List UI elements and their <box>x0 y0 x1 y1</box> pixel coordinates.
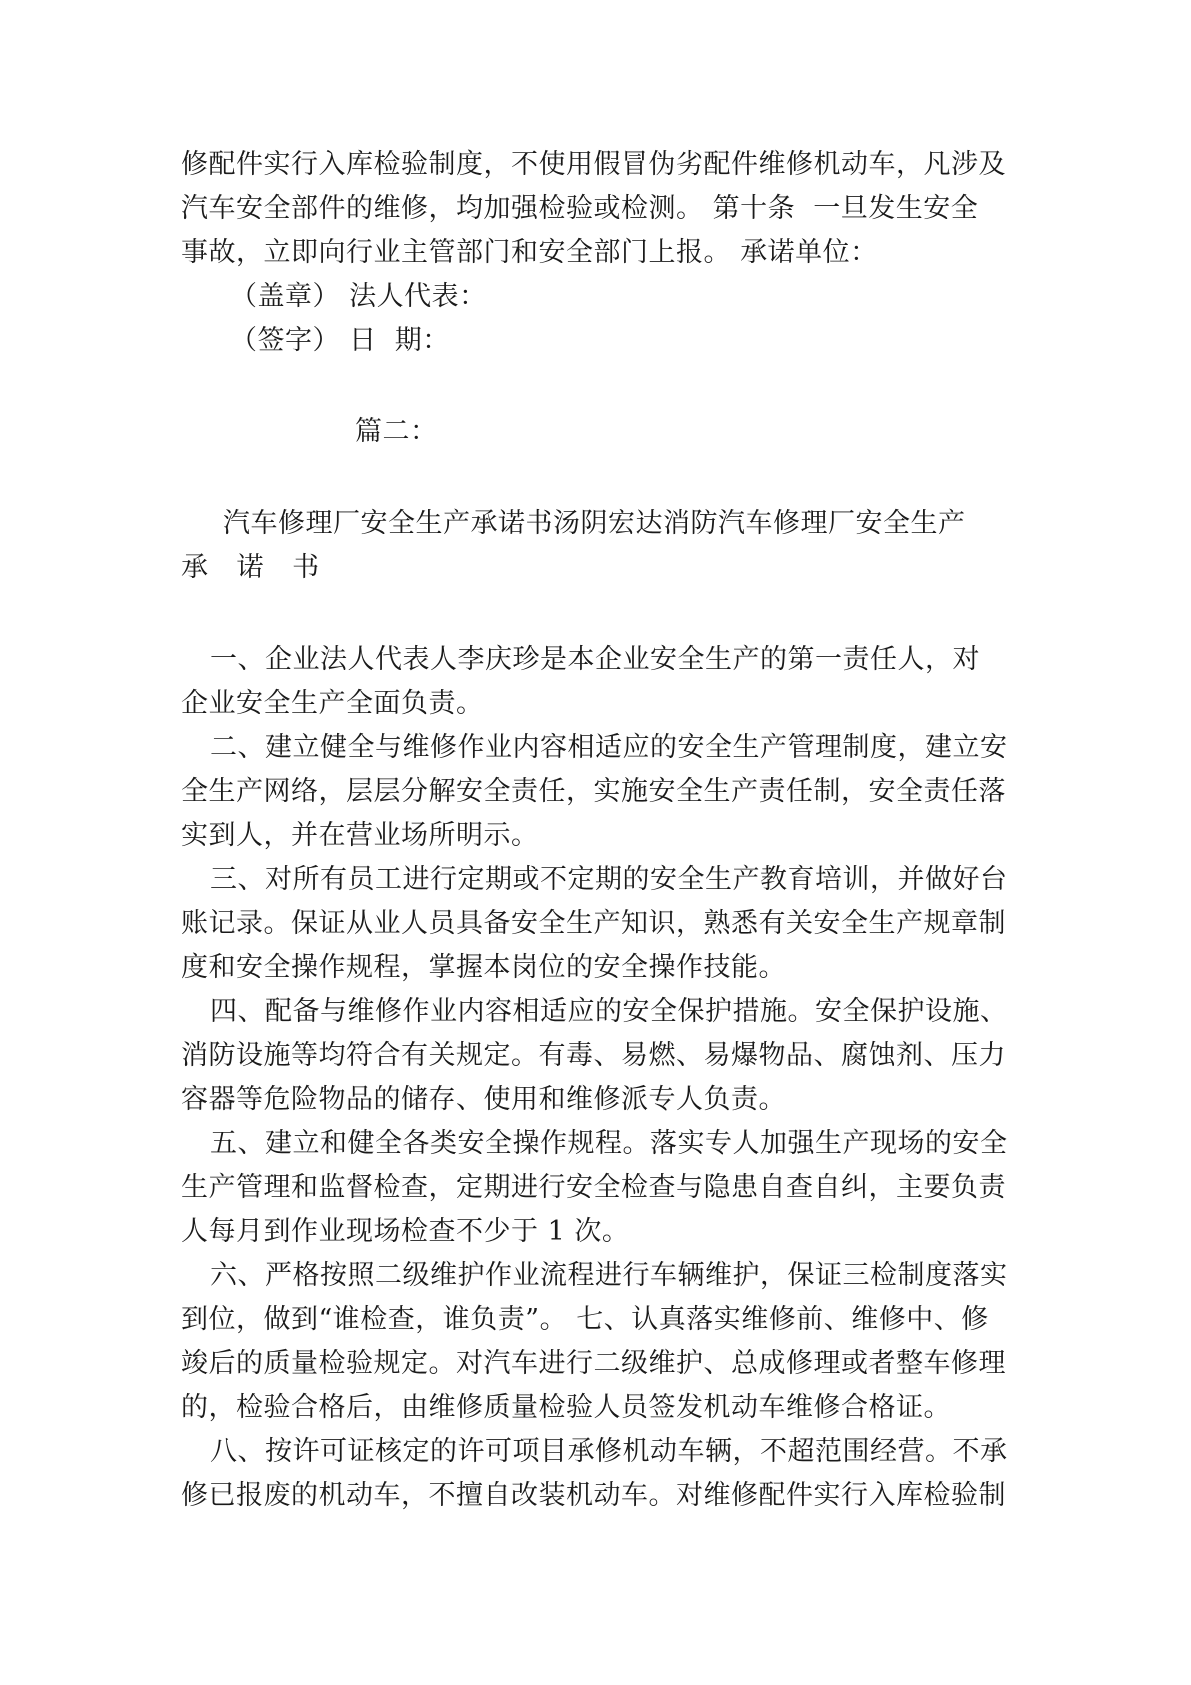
clause-line: 度和安全操作规程，掌握本岗位的安全操作技能。 <box>181 952 786 983</box>
clause-line: 实到人，并在营业场所明示。 <box>181 820 539 851</box>
intro-line: 汽车安全部件的维修，均加强检验或检测。 第十条 一旦发生安全 <box>181 193 979 224</box>
clause-line: 的，检验合格后，由维修质量检验人员签发机动车维修合格证。 <box>181 1392 951 1423</box>
clause-line: 一、企业法人代表人李庆珍是本企业安全生产的第一责任人，对 <box>210 644 980 675</box>
clause-line: 容器等危险物品的储存、使用和维修派专人负责。 <box>181 1084 786 1115</box>
clause-line: 三、对所有员工进行定期或不定期的安全生产教育培训，并做好台 <box>210 864 1008 895</box>
clause-line: 企业安全生产全面负责。 <box>181 688 484 719</box>
clause-line: 人每月到作业现场检查不少于 1 次。 <box>181 1216 630 1247</box>
clause-line: 八、按许可证核定的许可项目承修机动车辆，不超范围经营。不承 <box>210 1436 1008 1467</box>
clause-line: 到位，做到“谁检查，谁负责”。 七、认真落实维修前、维修中、修 <box>181 1304 989 1335</box>
intro-line: 修配件实行入库检验制度，不使用假冒伪劣配件维修机动车，凡涉及 <box>181 149 1006 180</box>
clause-line: 五、建立和健全各类安全操作规程。落实专人加强生产现场的安全 <box>210 1128 1008 1159</box>
clause-line: 全生产网络，层层分解安全责任，实施安全生产责任制，安全责任落 <box>181 776 1006 807</box>
doc-title: 汽车修理厂安全生产承诺书汤阴宏达消防汽车修理厂安全生产 <box>223 508 966 539</box>
clause-line: 竣后的质量检验规定。对汽车进行二级维护、总成修理或者整车修理 <box>181 1348 1006 1379</box>
signature-line: （签字） 日 期： <box>230 325 450 356</box>
seal-line: （盖章） 法人代表： <box>230 281 487 312</box>
doc-title-continued: 承 诺 书 <box>181 552 330 583</box>
clause-line: 修已报废的机动车，不擅自改装机动车。对维修配件实行入库检验制 <box>181 1480 1006 1511</box>
clause-line: 账记录。保证从业人员具备安全生产知识，熟悉有关安全生产规章制 <box>181 908 1006 939</box>
clause-line: 消防设施等均符合有关规定。有毒、易燃、易爆物品、腐蚀剂、压力 <box>181 1040 1006 1071</box>
clause-line: 四、配备与维修作业内容相适应的安全保护措施。安全保护设施、 <box>210 996 1008 1027</box>
clause-line: 六、严格按照二级维护作业流程进行车辆维护，保证三检制度落实 <box>210 1260 1008 1291</box>
clause-line: 二、建立健全与维修作业内容相适应的安全生产管理制度，建立安 <box>210 732 1008 763</box>
clause-line: 生产管理和监督检查，定期进行安全检查与隐患自查自纠，主要负责 <box>181 1172 1006 1203</box>
section-heading: 篇二： <box>355 416 438 447</box>
intro-line: 事故，立即向行业主管部门和安全部门上报。 承诺单位： <box>181 237 878 268</box>
